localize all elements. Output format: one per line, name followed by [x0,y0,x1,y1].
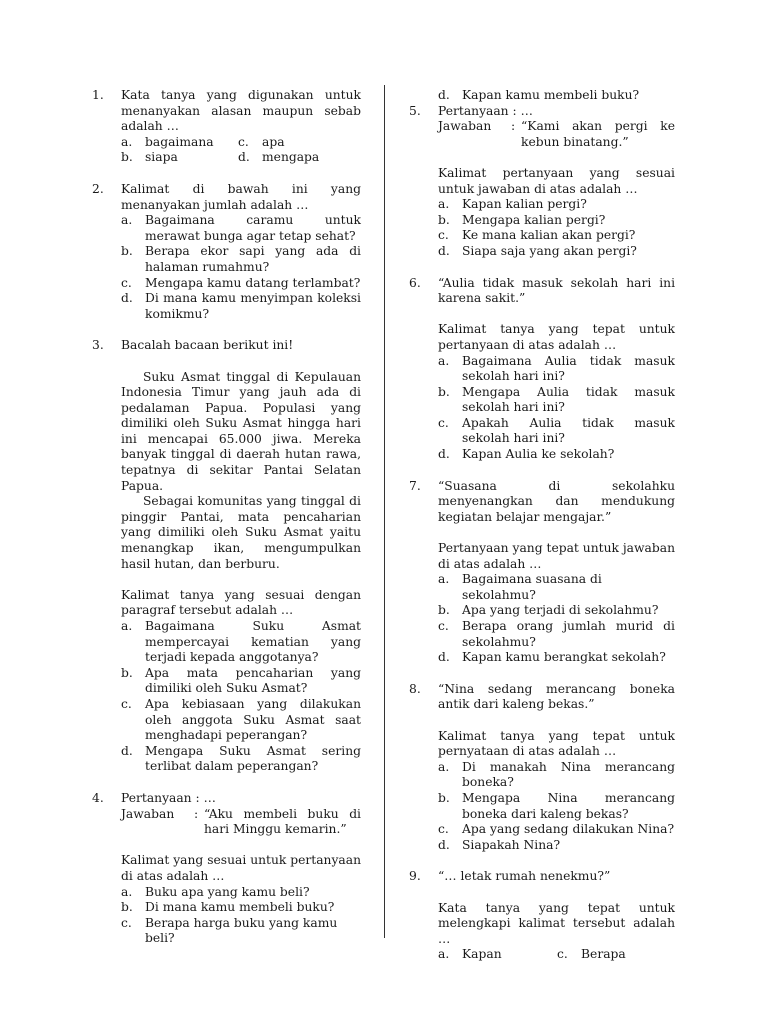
option-a[interactable]: a. Kapan kalian pergi? [438,197,587,212]
question-number: 8. [409,681,421,696]
question-stem: Kalimat tanya yang tepat untuk pernyataan di atas adalah … [438,728,675,759]
answer-line: Jawaban : “Kami akan pergi ke [438,119,675,134]
question-2 [92,182,361,322]
option-b[interactable]: b. siapa [121,150,178,165]
question-prompt: Pertanyaan : … [121,790,216,805]
answer-continuation: kebun binatang.” [521,134,629,149]
option-c[interactable]: c. apa [238,134,285,149]
question-stem: Kalimat pertanyaan yang sesuai untuk jawaban di atas adalah … [438,165,675,196]
question-stem: Kalimat tanya yang sesuai dengan paragraf tersebut adalah … [121,587,361,618]
question-number: 6. [409,275,421,290]
option-b[interactable]: b. Mengapa kalian pergi? [438,212,606,227]
option-row [121,135,361,151]
question-stem: Kata tanya yang digunakan untuk menanyakan alasan maupun sebab adalah … [121,88,361,134]
question-quote: “Aulia tidak masuk sekolah hari ini karena sakit.” [438,275,675,306]
option-d[interactable]: d. mengapa [238,150,320,165]
question-8 [409,682,675,854]
question-4-continued [409,88,675,104]
question-quote: “Nina sedang merancang boneka antik dari kaleng bekas.” [438,681,675,712]
option-a[interactable]: a. Bagaimana Suku Asmat mempercayai kematian yang terjadi kepada anggotanya? [121,619,361,665]
reading-paragraph-2: Sebagai komunitas yang tinggal di pinggir Pantai, mata pencaharian yang dimiliki oleh Suku Asmat yaitu menangkap ikan, mengumpulkan hasil hutan, dan berburu. [121,494,361,571]
option-b[interactable]: b. Mengapa Aulia tidak masuk sekolah hari ini? [438,384,675,415]
option-a[interactable]: a. Di manakah Nina merancang boneka? [438,759,675,790]
option-b[interactable]: b. Mengapa Nina merancang boneka dari kaleng bekas? [438,790,675,821]
option-b[interactable]: b. Apa yang terjadi di sekolahmu? [438,603,659,618]
question-stem: Kalimat di bawah ini yang menanyakan jumlah adalah … [121,181,361,212]
option-c[interactable]: c. Apa yang sedang dilakukan Nina? [438,822,675,837]
right-column [409,88,675,979]
option-b[interactable]: b. Di mana kamu membeli buku? [121,900,335,915]
question-number: 5. [409,103,421,118]
option-c[interactable]: c. Apa kebiasaan yang dilakukan oleh anggota Suku Asmat saat menghadapi peperangan? [121,696,361,743]
question-number: 1. [92,88,104,102]
option-b[interactable]: b. Berapa ekor sapi yang ada di halaman rumahmu? [121,244,361,274]
option-a[interactable]: a. Kapan [438,947,502,962]
option-a[interactable]: a. Bagaimana suasana di sekolahmu? [438,572,602,602]
option-c[interactable]: c. Berapa harga buku yang kamu beli? [121,915,338,946]
question-7 [409,479,675,666]
question-number: 4. [92,790,104,805]
question-quote: “… letak rumah nenekmu?” [438,869,611,884]
question-number: 7. [409,478,421,493]
option-b[interactable]: b. Apa mata pencaharian yang dimiliki oleh Suku Asmat? [121,665,361,696]
question-number: 2. [92,181,104,196]
question-quote: “Suasana di sekolahku menyenangkan dan mendukung kegiatan belajar mengajar.” [438,478,675,524]
option-c[interactable]: c. Mengapa kamu datang terlambat? [121,275,361,290]
option-c[interactable]: c. Apakah Aulia tidak masuk sekolah hari ini? [438,415,675,446]
answer-line: Jawaban : “Aku membeli buku di [121,806,361,821]
left-column [92,88,361,963]
reading-paragraph-1: Suku Asmat tinggal di Kepulauan Indonesia Timur yang jauh ada di pedalaman Papua. Populasi yang dimiliki oleh Suku Asmat hingga hari ini mencapai 65.000 jiwa. Mereka banyak tinggal di daerah hutan rawa, tepatnya di sekitar Pantai Selatan Papua. [121,369,361,493]
question-6 [409,276,675,463]
question-number: 9. [409,869,421,884]
option-d[interactable]: d. Kapan kamu membeli buku? [438,88,640,102]
question-9 [409,869,675,963]
option-a[interactable]: a. Buku apa yang kamu beli? [121,884,310,899]
option-a[interactable]: a. Bagaimana Aulia tidak masuk sekolah hari ini? [438,353,675,384]
question-stem: Kalimat tanya yang tepat untuk pertanyaan di atas adalah … [438,322,675,352]
question-stem: Pertanyaan yang tepat untuk jawaban di atas adalah … [438,541,675,571]
option-a[interactable]: a. bagaimana [121,134,214,149]
answer-continuation: hari Minggu kemarin.” [204,822,347,837]
question-4 [92,791,361,947]
option-row [121,150,361,166]
question-stem: Kata tanya yang tepat untuk melengkapi kalimat tersebut adalah … [438,900,675,946]
option-c[interactable]: c. Berapa orang jumlah murid di sekolahmu? [438,619,675,649]
option-c[interactable]: c. Ke mana kalian akan pergi? [438,228,636,243]
option-c[interactable]: c. Berapa [557,947,626,962]
option-row [438,947,675,963]
question-1 [92,88,361,166]
option-d[interactable]: d. Kapan Aulia ke sekolah? [438,447,615,462]
option-d[interactable]: d. Siapa saja yang akan pergi? [438,243,637,258]
option-d[interactable]: d. Mengapa Suku Asmat sering terlibat dalam peperangan? [121,743,361,774]
question-intro: Bacalah bacaan berikut ini! [121,338,294,353]
question-prompt: Pertanyaan : … [438,103,533,118]
option-d[interactable]: d. Kapan kamu berangkat sekolah? [438,650,666,665]
question-number: 3. [92,338,104,353]
option-a[interactable]: a. Bagaimana caramu untuk merawat bunga agar tetap sehat? [121,213,361,243]
column-divider [384,85,385,938]
question-stem: Kalimat yang sesuai untuk pertanyaan di atas adalah … [121,853,362,883]
question-5 [409,104,675,260]
question-3 [92,338,361,775]
option-d[interactable]: d. Di mana kamu menyimpan koleksi komikmu? [121,291,361,321]
option-d[interactable]: d. Siapakah Nina? [438,837,561,852]
